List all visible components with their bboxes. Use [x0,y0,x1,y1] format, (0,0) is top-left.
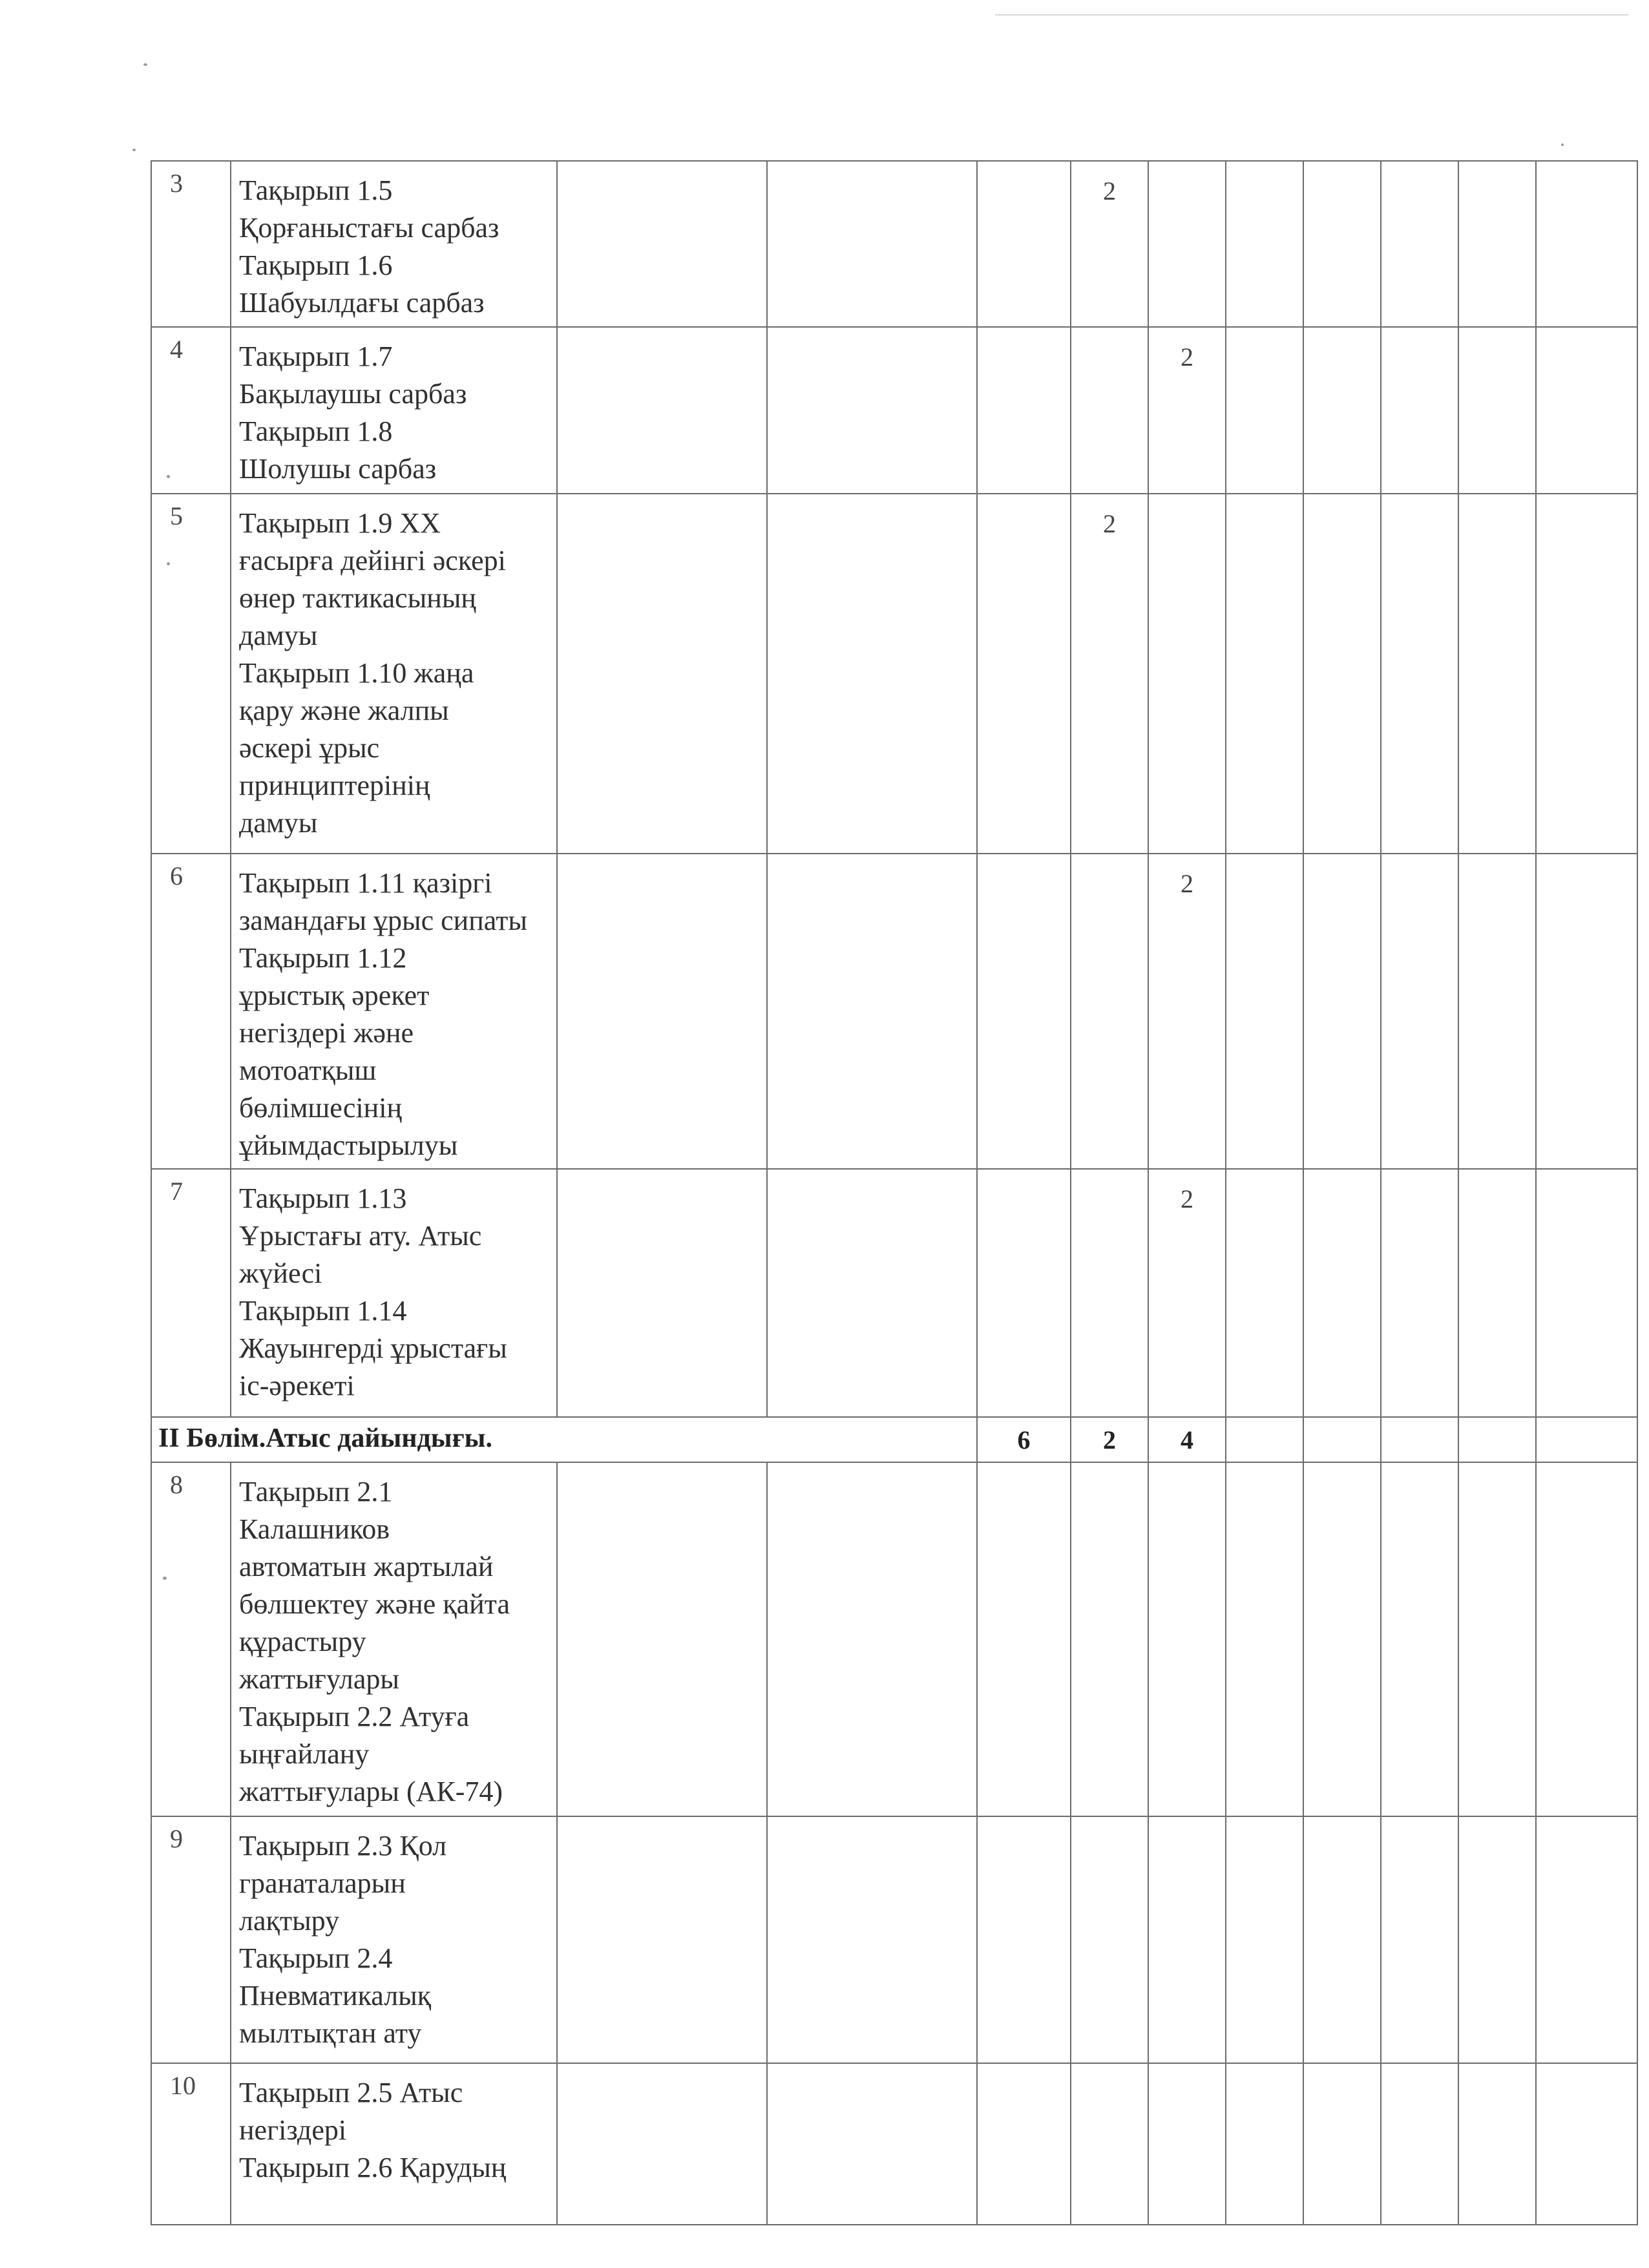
empty-cell [1381,1816,1458,2063]
empty-cell [1303,2063,1381,2225]
empty-cell [977,854,1071,1169]
empty-cell [1148,1816,1226,2063]
row-number: 7 [151,1169,231,1417]
topic-line: құрастыру [239,1626,366,1657]
topic-line: Ұрыстағы ату. Атыс [239,1220,482,1252]
topic-line: ғасырға дейінгі әскері [239,545,506,576]
empty-cell [1381,1169,1458,1417]
empty-cell [557,1816,767,2063]
topic-line: өнер тактикасының [239,582,476,614]
table-row [151,161,1637,327]
topic-line: ұрыстық әрекет [239,980,430,1011]
hours-cell: 2 [1148,327,1226,494]
empty-cell [1148,1462,1226,1816]
hours-cell [1071,1169,1148,1417]
empty-cell [1148,2063,1226,2225]
empty-cell [1458,2063,1536,2225]
hours-cell [1148,494,1226,854]
empty-cell [1458,1816,1536,2063]
topic-line: замандағы ұрыс сипаты [239,905,527,936]
topic-line: бөлшектеу және қайта [239,1588,510,1620]
table-row [151,2063,1637,2225]
empty-cell [1303,161,1381,327]
empty-cell [1458,1169,1536,1417]
empty-cell [1226,1816,1303,2063]
table-row [151,327,1637,494]
topic-line: дамуы [239,807,318,839]
empty-cell [767,1462,977,1816]
topic-line: негіздері [239,2114,347,2146]
empty-cell [1536,494,1637,854]
empty-cell [1226,1169,1303,1417]
empty-cell [557,494,767,854]
document-page [151,160,1637,2232]
topic-line: ыңғайлану [239,1738,370,1770]
topic-line: іс-әрекеті [239,1370,355,1402]
topic-line: Шабуылдағы сарбаз [239,287,485,319]
topic-cell [231,1169,557,1417]
row-number: 9 [151,1816,231,2063]
topic-line: Тақырып 1.6 [239,249,393,281]
empty-cell [1303,327,1381,494]
hours-cell: 2 [1148,1169,1226,1417]
empty-cell [557,327,767,494]
row-number: 3 [151,161,231,327]
empty-cell [557,2063,767,2225]
topic-cell [231,1816,557,2063]
topic-line: қару және жалпы [239,695,449,726]
topic-line: Тақырып 2.2 Атуға [239,1701,470,1732]
topic-line: автоматын жартылай [239,1551,494,1582]
topic-line: Тақырып 2.6 Қарудың [239,2152,507,2183]
empty-cell [1226,2063,1303,2225]
empty-cell [1381,161,1458,327]
row-number: 6 [151,854,231,1169]
table-row [151,1462,1637,1816]
topic-line: дамуы [239,620,318,651]
hours-cell [1071,854,1148,1169]
empty-cell [767,161,977,327]
row-number: 8 [151,1462,231,1816]
table-row [151,1816,1637,2063]
empty-cell [1536,854,1637,1169]
topic-line: Бақылаушы сарбаз [239,378,467,410]
empty-cell [1226,494,1303,854]
empty-cell [1536,327,1637,494]
empty-cell [1226,327,1303,494]
empty-cell [1381,2063,1458,2225]
empty-cell [1458,161,1536,327]
topic-line: мотоатқыш [239,1055,377,1086]
section-total-hours: 6 [977,1417,1071,1462]
topic-cell [231,854,557,1169]
empty-cell [767,854,977,1169]
scan-speck [1561,143,1564,146]
empty-cell [1381,327,1458,494]
topic-line: жаттығулары [239,1663,399,1695]
topic-line: Тақырып 2.1 [239,1476,393,1507]
topic-line: Тақырып 1.13 [239,1182,407,1214]
empty-cell [977,1816,1071,2063]
hours-cell: 2 [1148,854,1226,1169]
topic-line: принциптерінің [239,770,430,801]
topic-line: Тақырып 1.10 жаңа [239,657,474,689]
empty-cell [1458,1417,1536,1462]
topic-line: Пневматикалық [239,1980,432,2011]
topic-line: әскері ұрыс [239,732,380,764]
topic-line: Қорғаныстағы сарбаз [239,212,499,244]
empty-cell [977,327,1071,494]
empty-cell [1226,854,1303,1169]
section-title: II Бөлім.Атыс дайындығы. [151,1417,977,1462]
topic-line: лақтыру [239,1905,340,1937]
scan-speck [143,63,147,66]
scan-speck [132,149,136,151]
empty-cell [977,161,1071,327]
topic-line: Тақырып 2.3 Қол [239,1830,447,1862]
topic-cell [231,1462,557,1816]
topic-cell [231,327,557,494]
empty-cell [1458,494,1536,854]
empty-cell [1226,161,1303,327]
empty-cell [1536,161,1637,327]
hours-cell: 2 [1071,161,1148,327]
topic-line: Тақырып 2.5 Атыс [239,2077,463,2108]
empty-cell [1303,1816,1381,2063]
topic-line: Тақырып 1.5 [239,174,393,206]
section-hours-cell: 2 [1071,1417,1148,1462]
topic-line: Тақырып 1.11 қазіргі [239,867,492,899]
empty-cell [767,327,977,494]
table-row [151,494,1637,854]
empty-cell [1458,1462,1536,1816]
empty-cell [767,1169,977,1417]
section-hours-cell: 4 [1148,1417,1226,1462]
empty-cell [1536,2063,1637,2225]
empty-cell [977,494,1071,854]
empty-cell [557,1462,767,1816]
topic-cell [231,494,557,854]
empty-cell [977,1169,1071,1417]
topic-line: Шолушы сарбаз [239,453,437,485]
empty-cell [1226,1462,1303,1816]
table-row [151,854,1637,1169]
empty-cell [557,1169,767,1417]
topic-line: Жауынгерді ұрыстағы [239,1332,507,1364]
empty-cell [767,1816,977,2063]
row-number: 5 [151,494,231,854]
hours-cell [1148,161,1226,327]
empty-cell [1071,1462,1148,1816]
empty-cell [1458,327,1536,494]
empty-cell [767,2063,977,2225]
empty-cell [1536,1462,1637,1816]
empty-cell [1303,494,1381,854]
topic-line: Тақырып 1.9 ХХ [239,507,441,539]
hours-cell [1071,327,1148,494]
topic-line: гранаталарын [239,1867,406,1899]
empty-cell [1303,1417,1381,1462]
topic-line: Калашников [239,1513,390,1545]
empty-cell [1303,854,1381,1169]
topic-line: негіздері және [239,1017,414,1049]
topic-line: Тақырып 1.7 [239,341,393,372]
empty-cell [1071,2063,1148,2225]
empty-cell [557,161,767,327]
topic-line: мылтықтан ату [239,2017,422,2049]
topic-line: жаттығулары (АК-74) [239,1776,503,1807]
topic-line: Тақырып 2.4 [239,1942,393,1974]
topic-cell [231,2063,557,2225]
empty-cell [1381,854,1458,1169]
empty-cell [1536,1816,1637,2063]
empty-cell [767,494,977,854]
row-number: 10 [151,2063,231,2225]
empty-cell [1303,1169,1381,1417]
topic-line: Тақырып 1.8 [239,415,393,447]
topic-line: Тақырып 1.14 [239,1295,407,1327]
empty-cell [1303,1462,1381,1816]
row-number: 4 [151,327,231,494]
empty-cell [1536,1417,1637,1462]
topic-line: жүйесі [239,1257,322,1289]
topic-line: бөлімшесінің [239,1092,402,1124]
empty-cell [1458,854,1536,1169]
empty-cell [1381,1417,1458,1462]
scan-edge-line [995,14,1628,16]
empty-cell [557,854,767,1169]
hours-cell: 2 [1071,494,1148,854]
table-row [151,1169,1637,1417]
topic-cell [231,161,557,327]
empty-cell [1536,1169,1637,1417]
topic-line: Тақырып 1.12 [239,942,407,974]
topic-line: ұйымдастырылуы [239,1129,458,1161]
empty-cell [1381,1462,1458,1816]
empty-cell [1381,494,1458,854]
empty-cell [1226,1417,1303,1462]
empty-cell [977,2063,1071,2225]
empty-cell [1071,1816,1148,2063]
section-header-row [151,1417,1637,1462]
empty-cell [977,1462,1071,1816]
lesson-plan-table [151,160,1638,2225]
